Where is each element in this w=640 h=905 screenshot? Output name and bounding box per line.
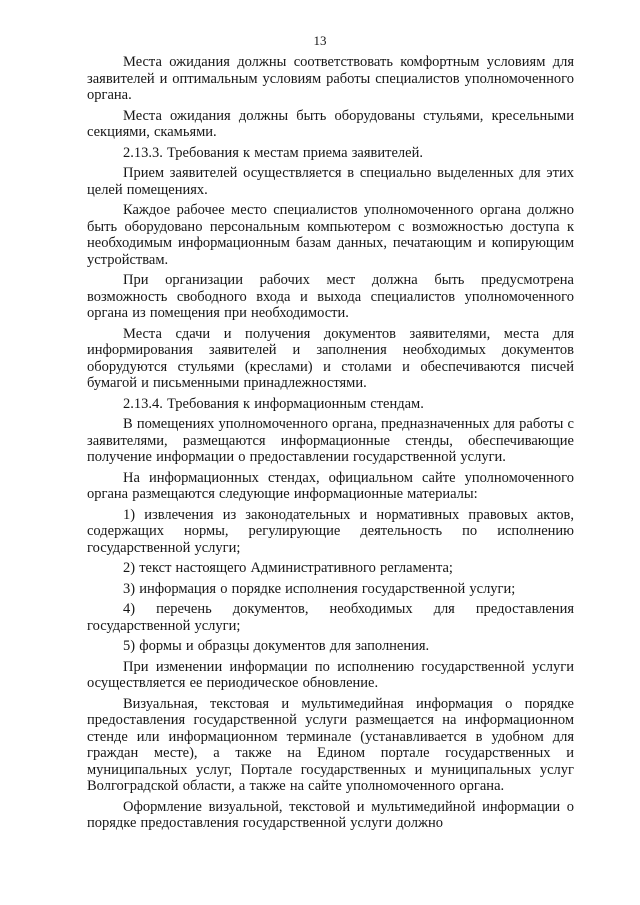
- section-heading-2-13-4: 2.13.4. Требования к информационным стендам.: [123, 395, 424, 412]
- paragraph-waiting-seating: Места ожидания должны быть оборудованы стульями, кресельными секциями, скамьями.: [87, 107, 574, 140]
- document-body: [87, 54, 574, 832]
- paragraph-document-points: Места сдачи и получения документов заявителями, места для информирования заявителей и заполнения необходимых документов оборудуются стульями (креслами) и столами и обеспечиваются писчей бумагой и письменными принадлежностями.: [87, 325, 574, 391]
- paragraph-visual-info: Визуальная, текстовая и мультимедийная информация о порядке предоставления государственной услуги размещается на информационном стенде или информационном терминале (устанавливается в удобном для граждан месте), а также на Едином портале государственных и муниципальных услуг, Портале государственных и муниципальных услуг Волгоградской области, а также на сайте уполномоченного органа.: [87, 695, 574, 794]
- paragraph-reception-premises: Прием заявителей осуществляется в специально выделенных для этих целей помещениях.: [87, 165, 574, 198]
- section-heading-2-13-3: 2.13.3. Требования к местам приема заявителей.: [123, 144, 423, 161]
- paragraph-info-stands: В помещениях уполномоченного органа, предназначенных для работы с заявителями, размещаются информационные стенды, обеспечивающие получение информации о предоставлении государственной услуги.: [87, 416, 574, 465]
- list-item-3: 3) информация о порядке исполнения государственной услуги;: [123, 580, 516, 597]
- page-number: 13: [313, 33, 327, 48]
- paragraph-workplace-equipment: Каждое рабочее место специалистов уполномоченного органа должно быть оборудовано персональным компьютером с возможностью доступа к необходимым информационным базам данных, печатающим и копирующим устройствам.: [87, 202, 574, 268]
- paragraph-waiting-comfort: Места ожидания должны соответствовать комфортным условиям для заявителей и оптимальным условиям работы специалистов уполномоченного органа.: [87, 54, 574, 103]
- list-item-2: 2) текст настоящего Административного регламента;: [123, 560, 453, 576]
- list-item-1: 1) извлечения из законодательных и нормативных правовых актов, содержащих нормы, регулирующие деятельность по исполнению государственной услуги;: [87, 506, 574, 556]
- paragraph-info-materials-intro: На информационных стендах, официальном сайте уполномоченного органа размещаются следующие информационные материалы:: [87, 469, 574, 502]
- paragraph-periodic-update: При изменении информации по исполнению государственной услуги осуществляется ее периодическое обновление.: [87, 658, 574, 691]
- list-item-4: 4) перечень документов, необходимых для предоставления государственной услуги;: [87, 601, 574, 634]
- paragraph-free-access: При организации рабочих мест должна быть предусмотрена возможность свободного входа и выхода специалистов уполномоченного органа из помещения при необходимости.: [87, 272, 574, 321]
- list-item-5: 5) формы и образцы документов для заполнения.: [123, 638, 430, 654]
- paragraph-design-requirements: Оформление визуальной, текстовой и мультимедийной информации о порядке предоставления государственной услуги должно: [87, 798, 574, 831]
